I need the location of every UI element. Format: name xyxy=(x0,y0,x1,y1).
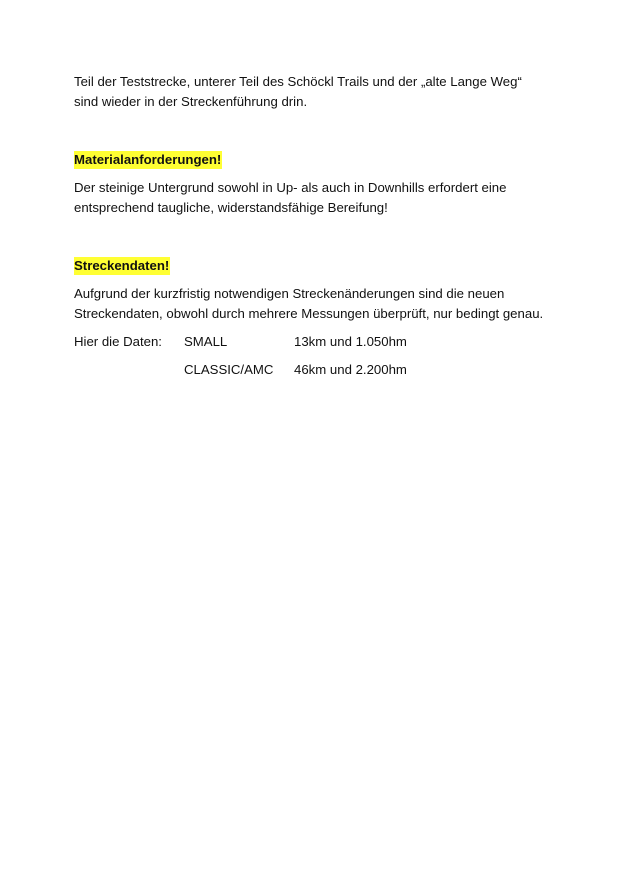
intro-line-2: sind wieder in der Streckenführung drin. xyxy=(74,94,308,109)
strecke-paragraph: Aufgrund der kurzfristig notwendigen Streckenänderungen sind die neuen Streckendaten, obwohl durch mehrere Messungen überprüft, nur bedingt genau. xyxy=(74,286,544,321)
intro-paragraph xyxy=(74,72,554,112)
strecke-heading xyxy=(74,256,554,276)
document-content xyxy=(74,72,554,380)
route-value-small: 13km und 1.050hm xyxy=(294,334,407,349)
route-name-classic: CLASSIC/AMC xyxy=(184,362,274,377)
material-heading-text: Materialanforderungen! xyxy=(74,152,222,167)
route-row-small xyxy=(74,332,454,360)
route-data-table xyxy=(74,332,454,380)
intro-line-1: Teil der Teststrecke, unterer Teil des Schöckl Trails und der „alte Lange Weg“ xyxy=(74,74,522,89)
data-label-empty xyxy=(74,360,184,380)
material-paragraph: Der steinige Untergrund sowohl in Up- als auch in Downhills erfordert eine entsprechend taugliche, widerstandsfähige Bereifung! xyxy=(74,180,507,215)
material-heading xyxy=(74,150,554,170)
route-row-classic xyxy=(74,360,454,380)
route-value-classic: 46km und 2.200hm xyxy=(294,362,407,377)
route-name-small: SMALL xyxy=(184,334,228,349)
strecke-heading-text: Streckendaten! xyxy=(74,258,170,273)
data-label: Hier die Daten: xyxy=(74,334,162,349)
